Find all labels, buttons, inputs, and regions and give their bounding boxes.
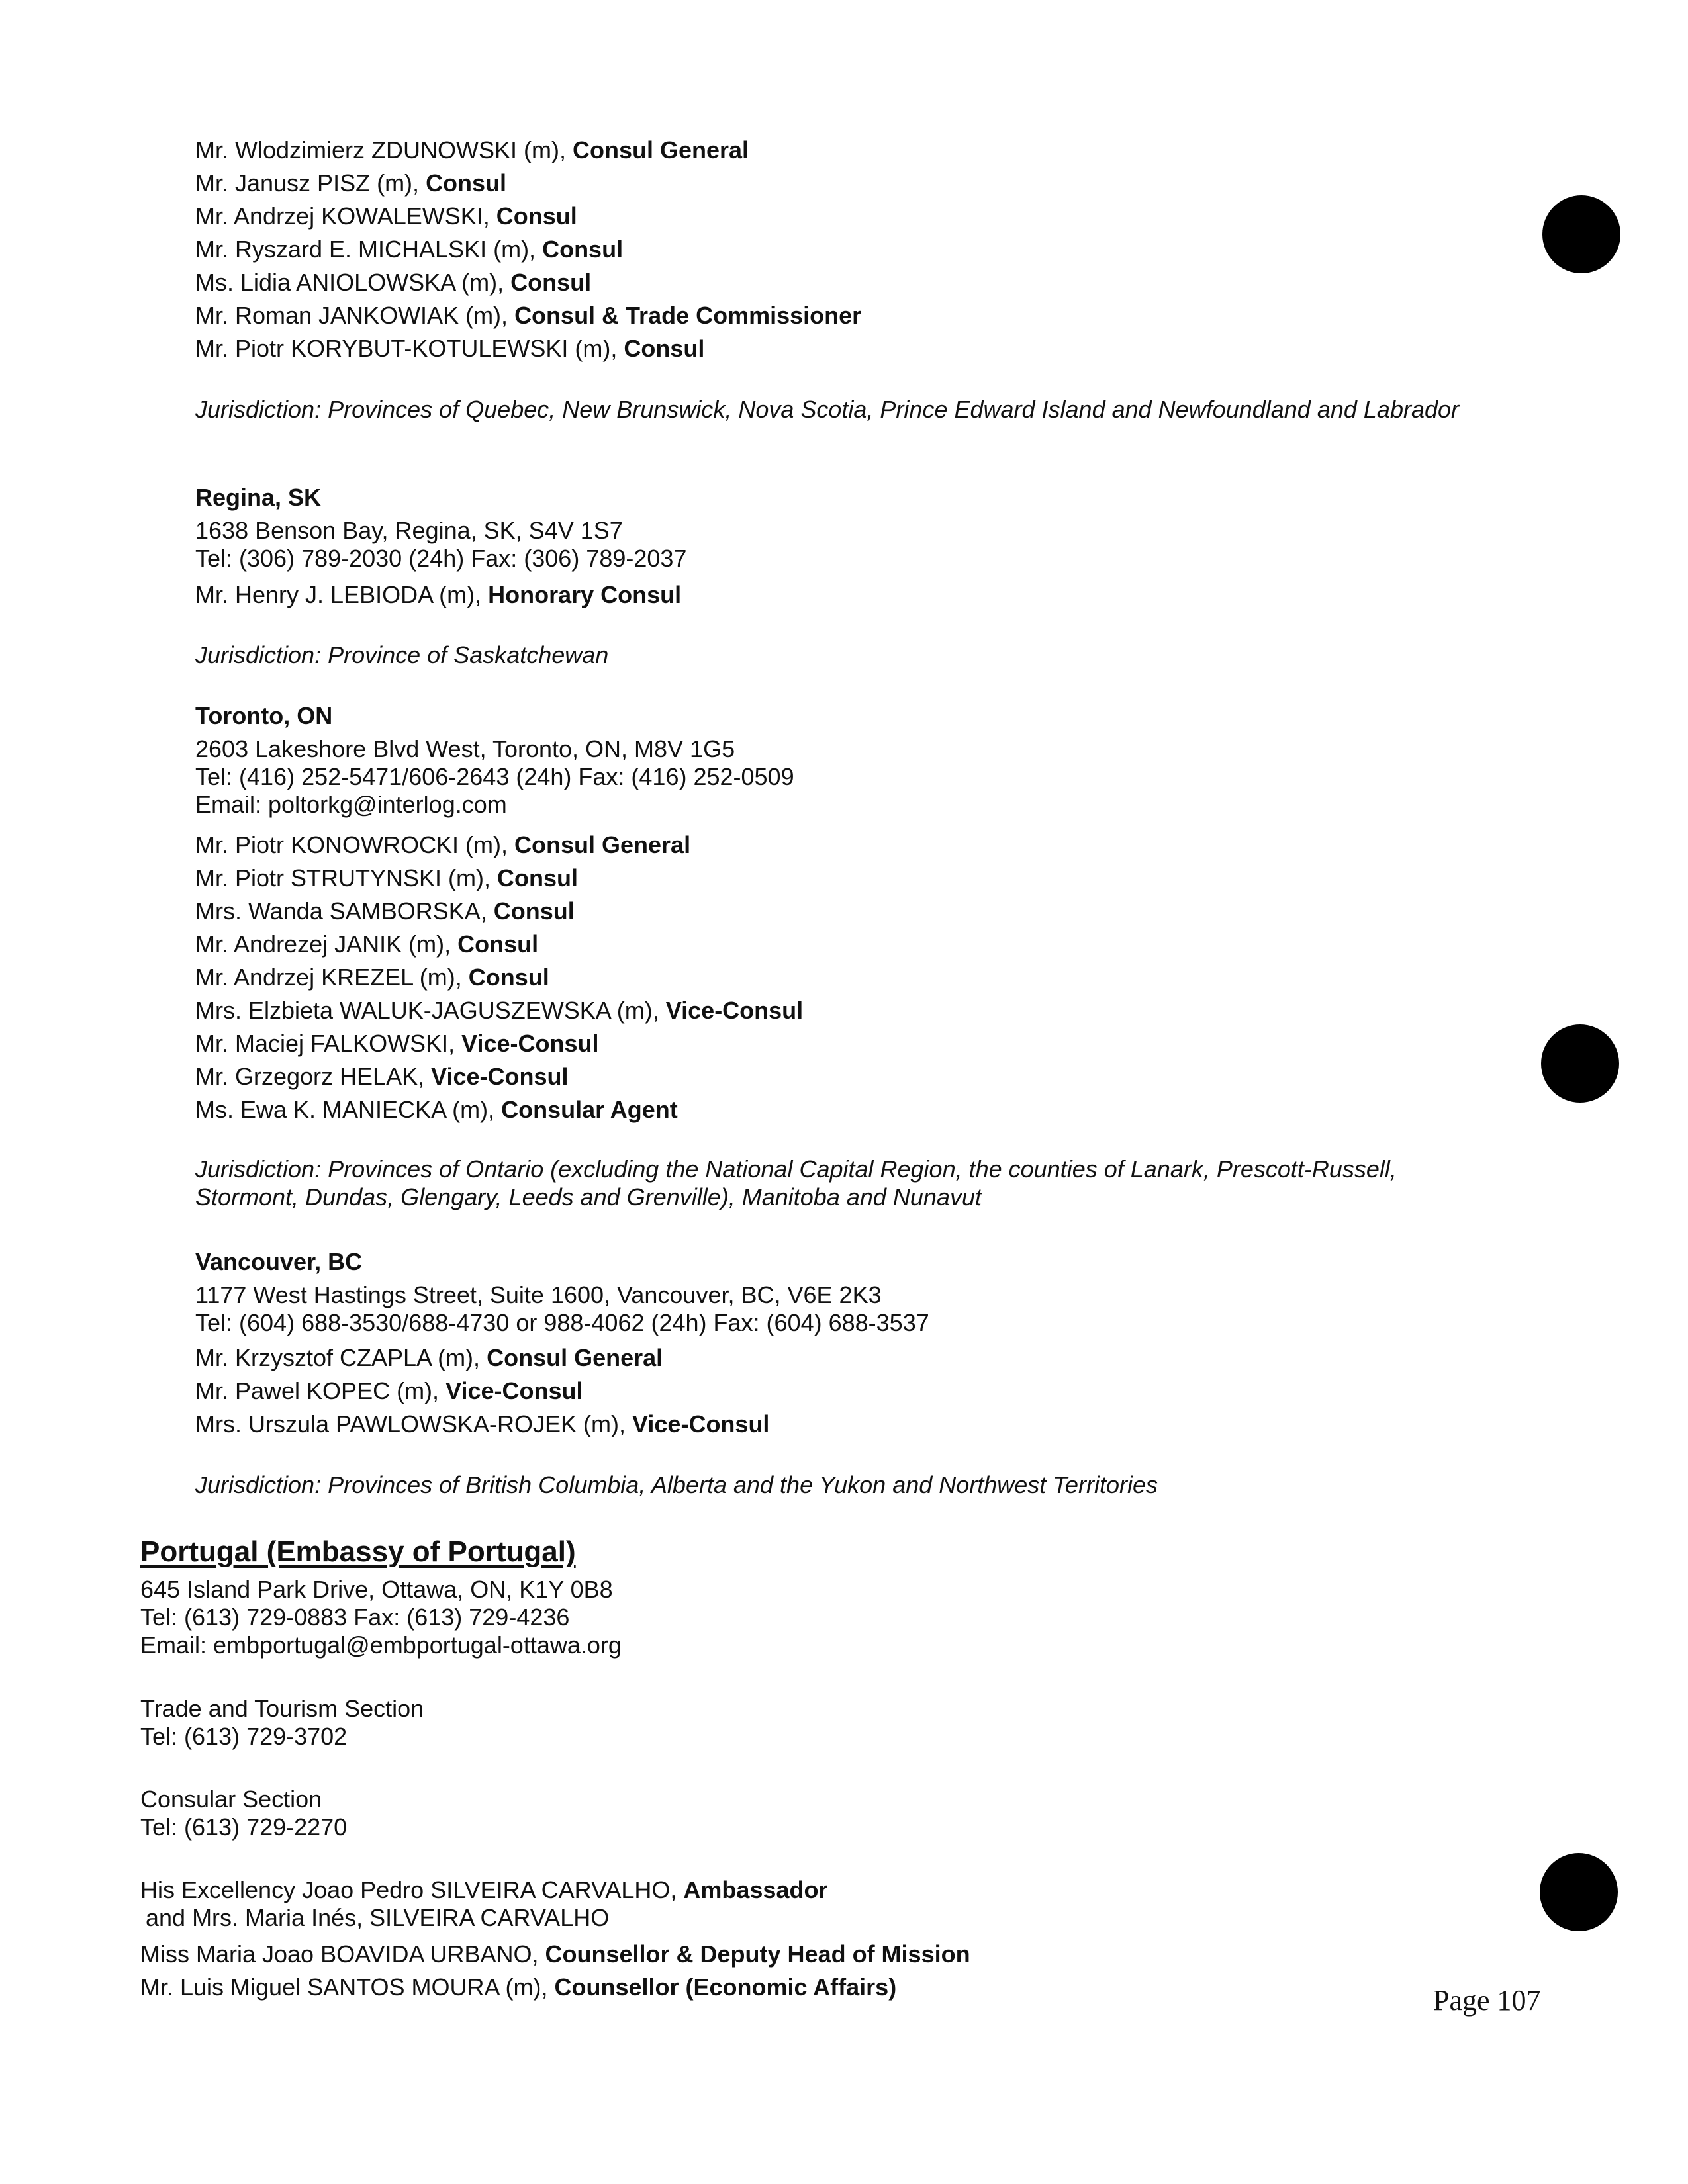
staff-entry: Mr. Piotr STRUTYNSKI (m), Consul (195, 864, 579, 891)
trade-section-tel: Tel: (613) 729-3702 (140, 1723, 348, 1750)
portugal-address: 645 Island Park Drive, Ottawa, ON, K1Y 0B8 (140, 1576, 613, 1603)
ambassador-entry: His Excellency Joao Pedro SILVEIRA CARVALHO, Ambassador (140, 1876, 828, 1903)
toronto-tel: Tel: (416) 252-5471/606-2643 (24h) Fax: (416) 252-0509 (195, 763, 794, 790)
vancouver-heading: Vancouver, BC (195, 1248, 363, 1275)
staff-entry: Mr. Janusz PISZ (m), Consul (195, 169, 507, 197)
regina-address: 1638 Benson Bay, Regina, SK, S4V 1S7 (195, 517, 623, 544)
staff-entry: Mr. Grzegorz HELAK, Vice-Consul (195, 1063, 569, 1090)
staff-entry: Mrs. Wanda SAMBORSKA, Consul (195, 897, 575, 925)
portugal-tel: Tel: (613) 729-0883 Fax: (613) 729-4236 (140, 1604, 570, 1631)
page-number: Page 107 (1433, 1984, 1541, 2017)
punch-hole (1541, 1024, 1619, 1103)
staff-entry: Mr. Maciej FALKOWSKI, Vice-Consul (195, 1030, 599, 1057)
staff-entry: Mr. Andrezej JANIK (m), Consul (195, 931, 539, 958)
regina-jurisdiction: Jurisdiction: Province of Saskatchewan (195, 641, 609, 668)
consular-section-label: Consular Section (140, 1786, 322, 1813)
regina-tel: Tel: (306) 789-2030 (24h) Fax: (306) 789-2037 (195, 545, 687, 572)
toronto-address: 2603 Lakeshore Blvd West, Toronto, ON, M8V 1G5 (195, 735, 735, 762)
ambassador-spouse: and Mrs. Maria Inés, SILVEIRA CARVALHO (146, 1904, 610, 1931)
toronto-jurisdiction: Jurisdiction: Provinces of Ontario (excluding the National Capital Region, the counties of Lanark, Prescott-Russell, (195, 1156, 1397, 1183)
staff-entry: Miss Maria Joao BOAVIDA URBANO, Counsellor & Deputy Head of Mission (140, 1940, 970, 1968)
vancouver-address: 1177 West Hastings Street, Suite 1600, Vancouver, BC, V6E 2K3 (195, 1281, 882, 1308)
punch-hole (1542, 195, 1620, 273)
regina-heading: Regina, SK (195, 484, 322, 511)
staff-entry: Mr. Andrzej KOWALEWSKI, Consul (195, 203, 577, 230)
staff-entry: Mrs. Elzbieta WALUK-JAGUSZEWSKA (m), Vice-Consul (195, 997, 804, 1024)
vancouver-tel: Tel: (604) 688-3530/688-4730 or 988-4062 (24h) Fax: (604) 688-3537 (195, 1309, 929, 1336)
staff-entry: Ms. Lidia ANIOLOWSKA (m), Consul (195, 269, 592, 296)
staff-entry: Mr. Andrzej KREZEL (m), Consul (195, 964, 549, 991)
staff-entry: Mr. Piotr KORYBUT-KOTULEWSKI (m), Consul (195, 335, 705, 362)
toronto-email: Email: poltorkg@interlog.com (195, 791, 507, 818)
toronto-heading: Toronto, ON (195, 702, 333, 729)
staff-entry: Ms. Ewa K. MANIECKA (m), Consular Agent (195, 1096, 678, 1123)
staff-entry: Mr. Pawel KOPEC (m), Vice-Consul (195, 1377, 583, 1404)
montreal-jurisdiction: Jurisdiction: Provinces of Quebec, New Brunswick, Nova Scotia, Prince Edward Island and Newfoundland and Labrador (195, 396, 1460, 423)
staff-entry: Mr. Wlodzimierz ZDUNOWSKI (m), Consul General (195, 136, 749, 163)
vancouver-jurisdiction: Jurisdiction: Provinces of British Columbia, Alberta and the Yukon and Northwest Territories (195, 1471, 1158, 1498)
consular-section-tel: Tel: (613) 729-2270 (140, 1813, 348, 1841)
staff-entry: Mr. Piotr KONOWROCKI (m), Consul General (195, 831, 691, 858)
staff-entry: Mrs. Urszula PAWLOWSKA-ROJEK (m), Vice-Consul (195, 1410, 770, 1437)
portugal-email: Email: embportugal@embportugal-ottawa.org (140, 1631, 622, 1659)
toronto-jurisdiction-continued: Stormont, Dundas, Glengary, Leeds and Grenville), Manitoba and Nunavut (195, 1183, 982, 1210)
staff-entry: Mr. Krzysztof CZAPLA (m), Consul General (195, 1344, 663, 1371)
staff-entry: Mr. Luis Miguel SANTOS MOURA (m), Counsellor (Economic Affairs) (140, 1974, 897, 2001)
punch-hole (1540, 1853, 1618, 1931)
trade-section-label: Trade and Tourism Section (140, 1695, 424, 1722)
staff-entry: Mr. Ryszard E. MICHALSKI (m), Consul (195, 236, 624, 263)
staff-entry: Mr. Henry J. LEBIODA (m), Honorary Consul (195, 581, 682, 608)
staff-entry: Mr. Roman JANKOWIAK (m), Consul & Trade Commissioner (195, 302, 862, 329)
country-heading-portugal: Portugal (Embassy of Portugal) (140, 1535, 576, 1568)
